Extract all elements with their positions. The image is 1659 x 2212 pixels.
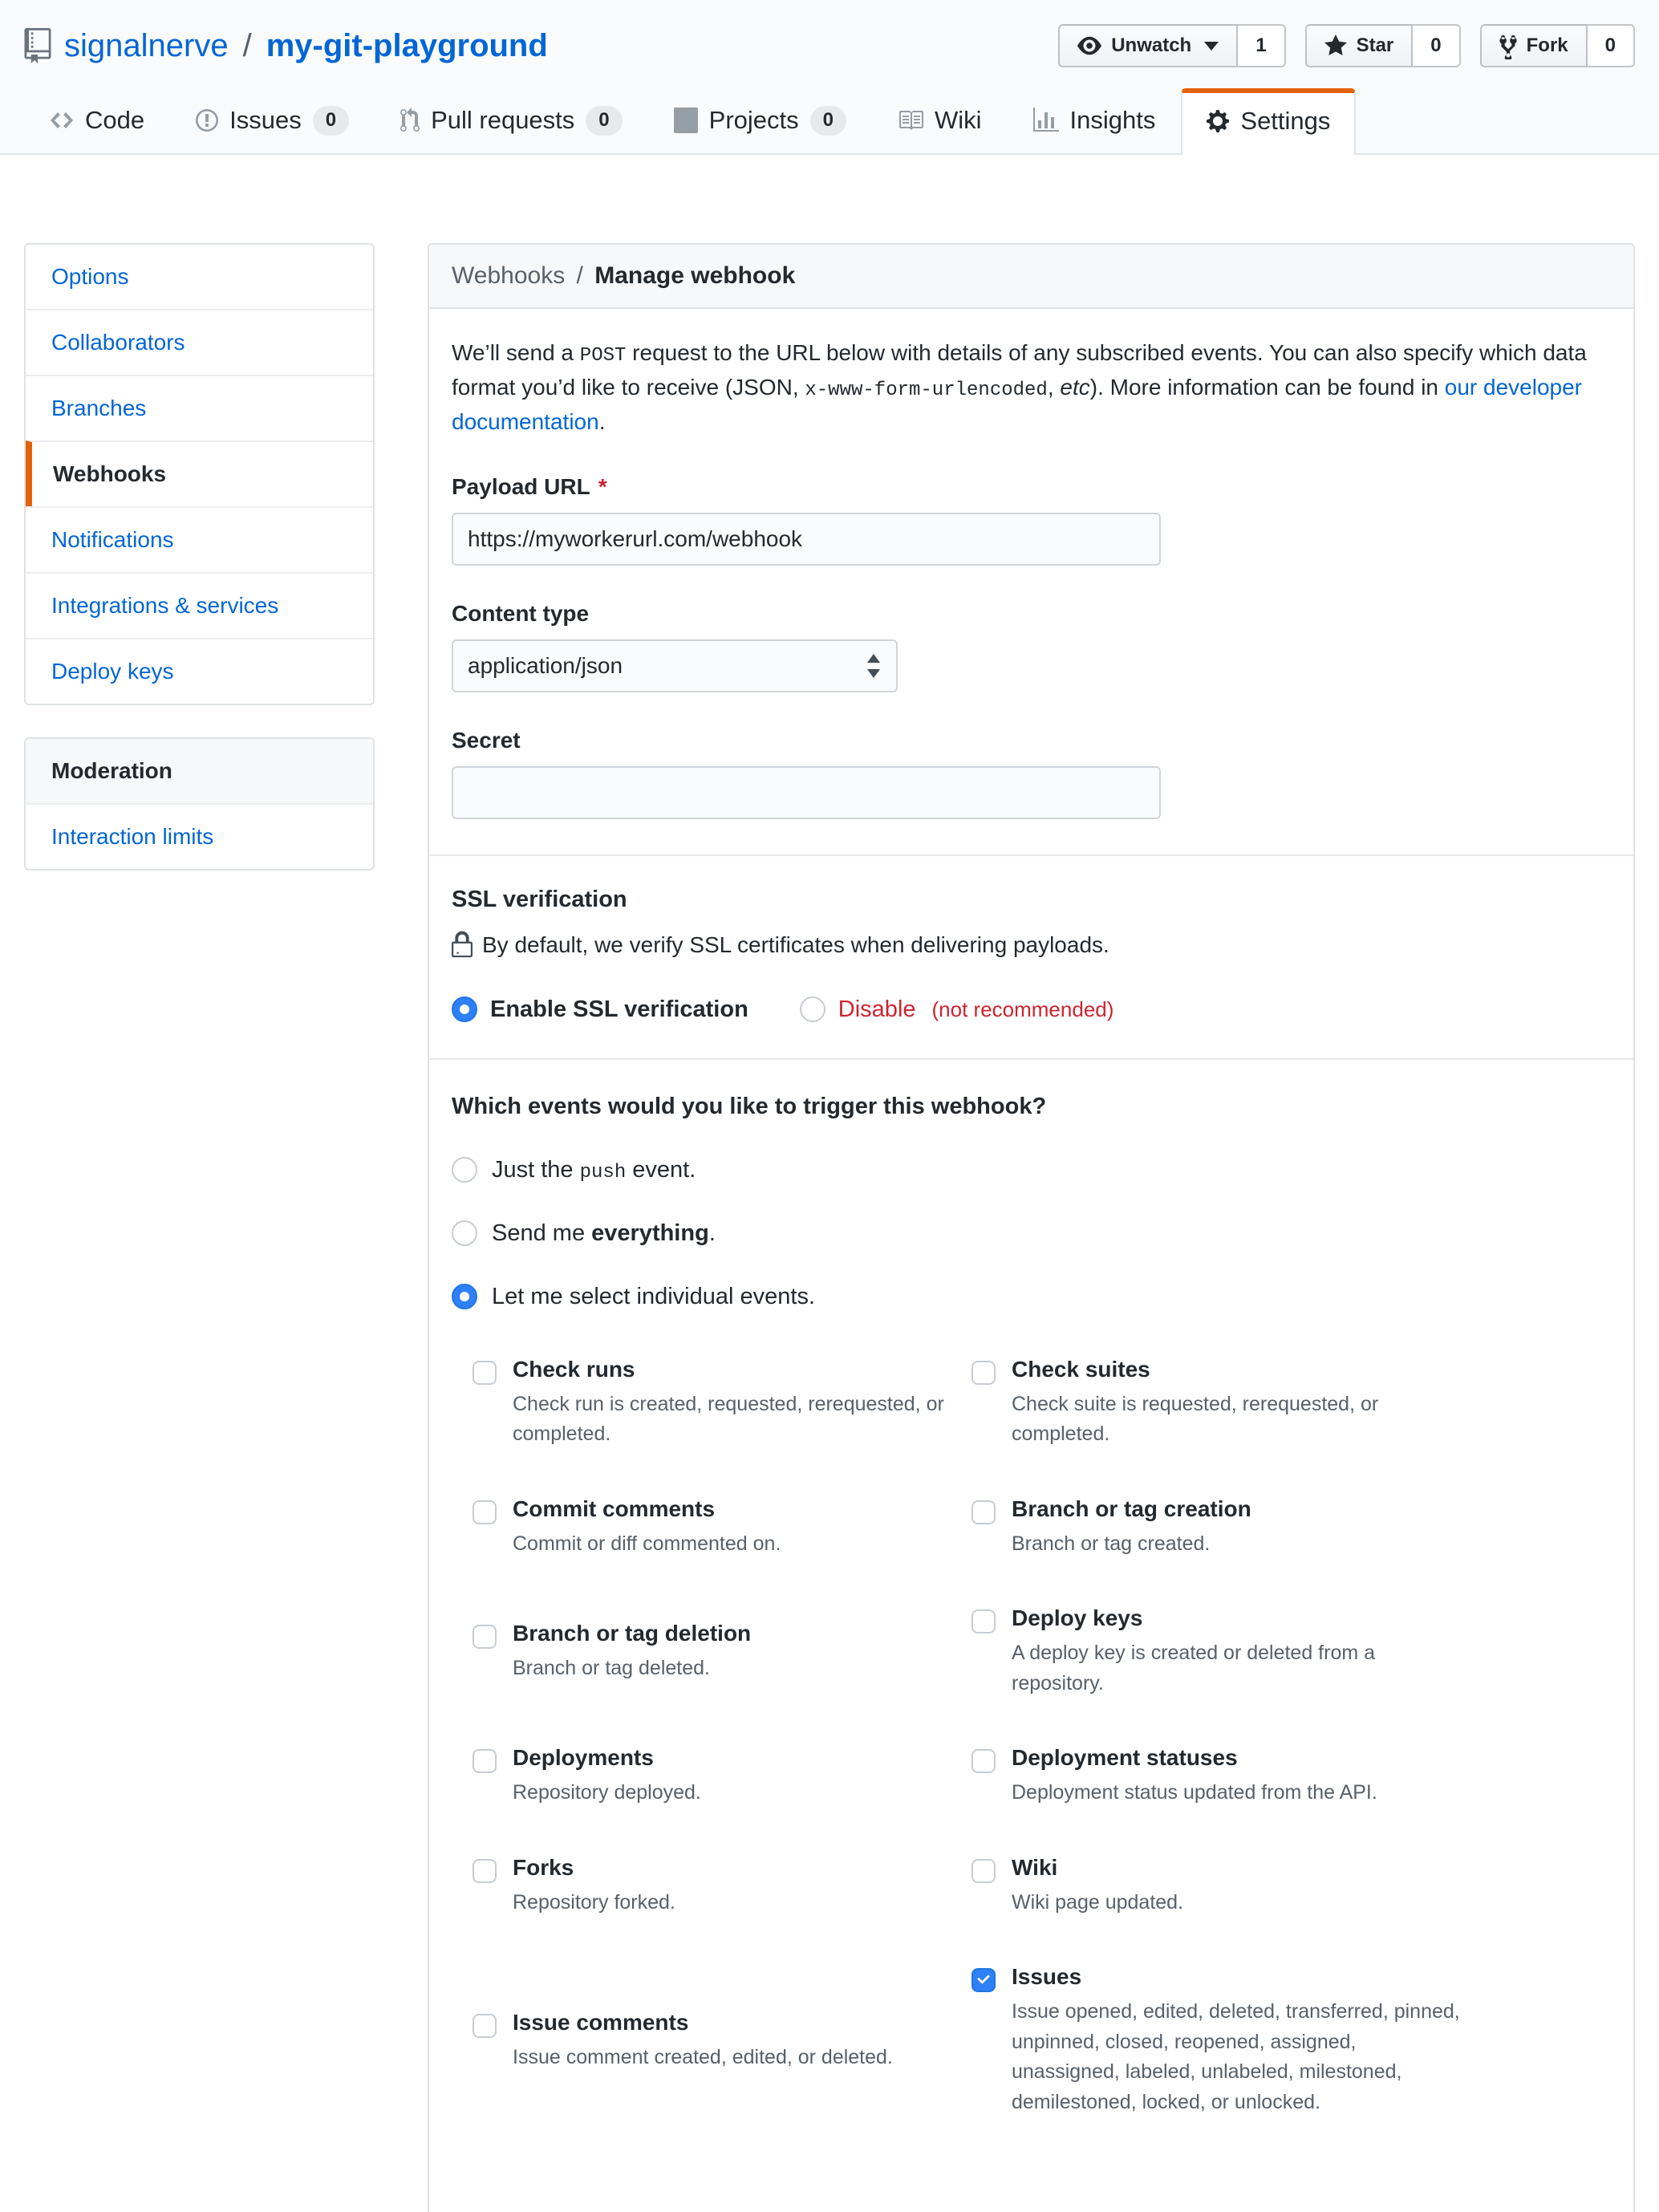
sidebar-item-interaction-limits[interactable]: Interaction limits [26, 803, 373, 869]
option-send-everything[interactable]: Send me everything. [452, 1220, 1611, 1247]
tab-issues[interactable] [170, 88, 375, 153]
moderation-heading: Moderation [26, 739, 373, 803]
event-branch-tag-creation: Branch or tag creation Branch or tag created. [971, 1496, 1470, 1560]
developer-documentation-link[interactable]: our developer documentation [452, 374, 1582, 434]
tab-projects[interactable] [648, 88, 872, 153]
intro-text: ). More information can be found in [1089, 374, 1445, 400]
sidebar-item-notifications[interactable]: Notifications [26, 506, 373, 572]
webhook-panel [428, 243, 1635, 2212]
tab-wiki[interactable] [872, 88, 1008, 153]
graph-icon [1033, 108, 1059, 133]
star-label: Star [1356, 34, 1394, 56]
sidebar-item-branches[interactable]: Branches [26, 375, 373, 440]
star-button-group [1305, 24, 1461, 67]
tab-insights[interactable] [1008, 88, 1182, 153]
content-type-select[interactable] [452, 639, 898, 692]
event-row [473, 1357, 1611, 1450]
deployments-checkbox[interactable] [473, 1749, 497, 1773]
webhook-intro-text [452, 336, 1611, 439]
event-check-runs: Check runs Check run is created, requested, rerequested, or completed. [473, 1357, 971, 1450]
event-deploy-keys: Deploy keys A deploy key is created or deleted from a repository. [971, 1605, 1470, 1699]
event-wiki: Wiki Wiki page updated. [971, 1855, 1470, 1918]
option-select-individual[interactable]: Let me select individual events. [452, 1284, 1611, 1310]
disable-ssl-option[interactable] [800, 996, 1114, 1023]
payload-url-input[interactable] [452, 513, 1161, 566]
unwatch-label: Unwatch [1111, 34, 1192, 56]
fork-button[interactable] [1480, 24, 1588, 67]
repo-name-link[interactable]: my-git-playground [266, 27, 548, 63]
ssl-radio-group [452, 996, 1611, 1023]
intro-text: We’ll send a [452, 339, 580, 365]
disable-ssl-note: (not recommended) [931, 996, 1114, 1021]
check-runs-checkbox[interactable] [473, 1361, 497, 1385]
repo-header [0, 0, 1659, 155]
repo-nav [24, 88, 1635, 153]
section-divider [429, 1058, 1633, 1060]
event-branch-tag-deletion: Branch or tag deletion Branch or tag deleted. [473, 1621, 971, 1684]
disable-ssl-label: Disable [838, 996, 916, 1022]
ssl-note-text: By default, we verify SSL certificates when delivering payloads. [482, 931, 1109, 957]
urlencoded-code: x-www-form-urlencoded [805, 379, 1048, 401]
ssl-verification-heading: SSL verification [452, 886, 627, 912]
tab-label: Code [85, 106, 145, 135]
event-row [473, 1964, 1611, 2117]
sidebar-item-integrations[interactable]: Integrations & services [26, 572, 373, 638]
repo-actions [1058, 24, 1635, 67]
payload-url-label: Payload URL * [452, 473, 607, 499]
post-code: POST [579, 344, 627, 367]
sidebar-item-collaborators[interactable]: Collaborators [26, 309, 373, 375]
section-divider [429, 854, 1633, 856]
tab-label: Issues [229, 106, 302, 135]
breadcrumb-separator: / [576, 262, 583, 289]
fork-button-group [1480, 24, 1635, 67]
enable-ssl-radio[interactable] [452, 996, 477, 1022]
deployment-statuses-checkbox[interactable] [971, 1749, 996, 1773]
forks-checkbox[interactable] [473, 1859, 497, 1883]
disable-ssl-radio[interactable] [800, 996, 825, 1022]
event-row [473, 1855, 1611, 1918]
forks-count[interactable]: 0 [1588, 24, 1635, 67]
unwatch-button[interactable] [1058, 24, 1238, 67]
watchers-count[interactable]: 1 [1238, 24, 1285, 67]
pull-request-icon [400, 108, 420, 133]
repo-icon [24, 28, 51, 63]
event-issues: Issues Issue opened, edited, deleted, transferred, pinned, unpinned, closed, reopened, assigned, unassigned, labeled, unlabeled, milestoned, demilestoned, locked, or unlocked. [971, 1964, 1470, 2117]
lock-icon [452, 931, 473, 960]
secret-input[interactable] [452, 766, 1161, 819]
event-row [473, 1745, 1611, 1808]
tab-label: Settings [1240, 107, 1331, 136]
settings-menu [24, 243, 375, 705]
events-question: Which events would you like to trigger this webhook? [452, 1093, 1047, 1119]
gear-icon [1207, 108, 1229, 134]
watch-button-group [1058, 24, 1285, 67]
branch-tag-creation-checkbox[interactable] [971, 1500, 996, 1524]
project-board-icon [674, 108, 698, 133]
chevron-down-icon [1204, 42, 1219, 51]
sidebar-item-options[interactable]: Options [51, 263, 129, 289]
check-suites-checkbox[interactable] [971, 1361, 996, 1385]
code-icon [50, 108, 74, 133]
projects-counter: 0 [810, 106, 846, 136]
wiki-checkbox[interactable] [971, 1859, 996, 1883]
etc-text: etc [1060, 374, 1090, 400]
select-individual-radio[interactable] [452, 1284, 477, 1309]
issues-checkbox[interactable] [971, 1968, 996, 1992]
tab-code[interactable] [24, 88, 170, 153]
event-deployment-statuses: Deployment statuses Deployment status updated from the API. [971, 1745, 1470, 1808]
event-issue-comments: Issue comments Issue comment created, edited, or deleted. [473, 2010, 971, 2073]
commit-comments-checkbox[interactable] [473, 1500, 497, 1524]
tab-label: Projects [708, 106, 799, 135]
sidebar-item-deploy-keys[interactable]: Deploy keys [26, 638, 373, 704]
wiki-book-icon [898, 108, 923, 133]
event-commit-comments: Commit comments Commit or diff commented on. [473, 1496, 971, 1560]
fork-icon [1499, 32, 1517, 59]
tab-label: Insights [1069, 106, 1156, 135]
fork-label: Fork [1526, 34, 1568, 56]
tab-label: Wiki [935, 106, 982, 135]
tab-label: Pull requests [431, 106, 575, 135]
select-caret-icon [866, 654, 882, 678]
just-push-radio[interactable] [452, 1157, 477, 1183]
content-type-value: application/json [468, 652, 623, 678]
moderation-menu [24, 737, 375, 871]
event-row [473, 1496, 1611, 1560]
branch-tag-deletion-checkbox[interactable] [473, 1625, 497, 1649]
event-deployments: Deployments Repository deployed. [473, 1745, 971, 1808]
breadcrumb-webhooks-link[interactable]: Webhooks [452, 262, 566, 289]
option-just-push[interactable]: Just the push event. [452, 1157, 1611, 1183]
page-title: Manage webhook [594, 262, 796, 289]
star-button[interactable] [1305, 24, 1414, 67]
check-icon [975, 1971, 992, 1989]
enable-ssl-option[interactable] [452, 996, 748, 1023]
intro-text: request to the URL below with details of any subscribed events. You can also specify which data format you’d like to receive (JSON, [452, 339, 1587, 400]
enable-ssl-label: Enable SSL verification [490, 996, 748, 1022]
tab-pull-requests[interactable] [375, 88, 648, 153]
content-type-label: Content type [452, 600, 590, 626]
secret-label: Secret [452, 727, 521, 753]
issue-comments-checkbox[interactable] [473, 2014, 497, 2038]
event-check-suites: Check suites Check suite is requested, rerequested, or completed. [971, 1357, 1470, 1450]
required-asterisk: * [598, 473, 607, 499]
eye-icon [1077, 34, 1101, 58]
issue-icon [196, 108, 218, 133]
sidebar-item-webhooks[interactable]: Webhooks [26, 440, 373, 506]
intro-text: . [598, 408, 606, 434]
star-icon [1324, 33, 1347, 59]
push-code: push [579, 1161, 627, 1183]
events-grid [473, 1357, 1611, 2118]
issues-counter: 0 [313, 106, 349, 136]
send-everything-radio[interactable] [452, 1220, 477, 1246]
pull-requests-counter: 0 [586, 106, 622, 136]
repo-title [24, 28, 548, 64]
breadcrumb [429, 245, 1633, 309]
tab-settings[interactable] [1181, 88, 1356, 155]
repo-title-separator: / [242, 27, 252, 63]
deploy-keys-checkbox[interactable] [971, 1609, 996, 1634]
intro-text: , [1047, 374, 1061, 400]
event-row [473, 1605, 1611, 1699]
ssl-note [452, 931, 1611, 960]
stars-count[interactable]: 0 [1413, 24, 1460, 67]
settings-sidebar [24, 243, 375, 871]
event-forks: Forks Repository forked. [473, 1855, 971, 1918]
repo-owner-link[interactable]: signalnerve [64, 27, 229, 63]
